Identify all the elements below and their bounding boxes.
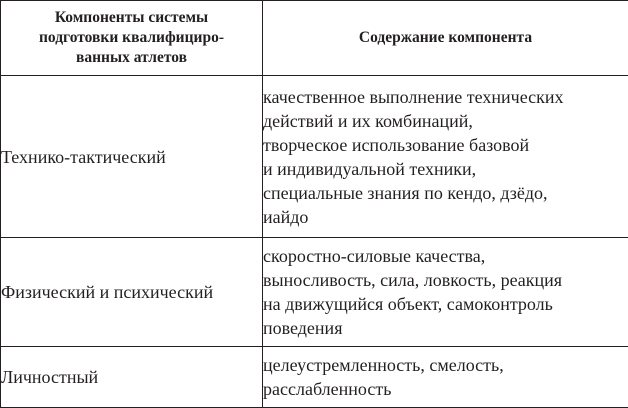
component-content <box>263 76 628 238</box>
content-line: скоростно-силовые качества, <box>263 244 628 268</box>
content-line: иайдо <box>263 205 628 229</box>
content-line: и индивидуальной техники, <box>263 157 628 181</box>
table-row <box>1 76 628 238</box>
header-content: Содержание компонента <box>263 1 628 76</box>
table-header-row <box>1 1 628 76</box>
component-name: Технико-тактический <box>1 76 263 238</box>
content-line: целеустремленность, смелость, <box>263 353 628 377</box>
header-components-line: подготовки квалифициро- <box>1 28 262 48</box>
content-line: качественное выполнение технических <box>263 85 628 109</box>
component-name: Физический и психический <box>1 238 263 347</box>
content-line: выносливость, сила, ловкость, реакция <box>263 268 628 292</box>
content-line: поведения <box>263 316 628 340</box>
content-line: специальные знания по кендо, дзёдо, <box>263 181 628 205</box>
component-name: Личностный <box>1 347 263 408</box>
content-line: действий и их комбинаций, <box>263 109 628 133</box>
header-components-line: ванных атлетов <box>1 48 262 68</box>
component-content <box>263 347 628 408</box>
content-line: творческое использование базовой <box>263 133 628 157</box>
header-components-line: Компоненты системы <box>1 8 262 28</box>
table-row <box>1 238 628 347</box>
component-content <box>263 238 628 347</box>
header-components <box>1 1 263 76</box>
content-line: на движущийся объект, самоконтроль <box>263 292 628 316</box>
table-row <box>1 347 628 408</box>
content-line: расслабленность <box>263 377 628 401</box>
